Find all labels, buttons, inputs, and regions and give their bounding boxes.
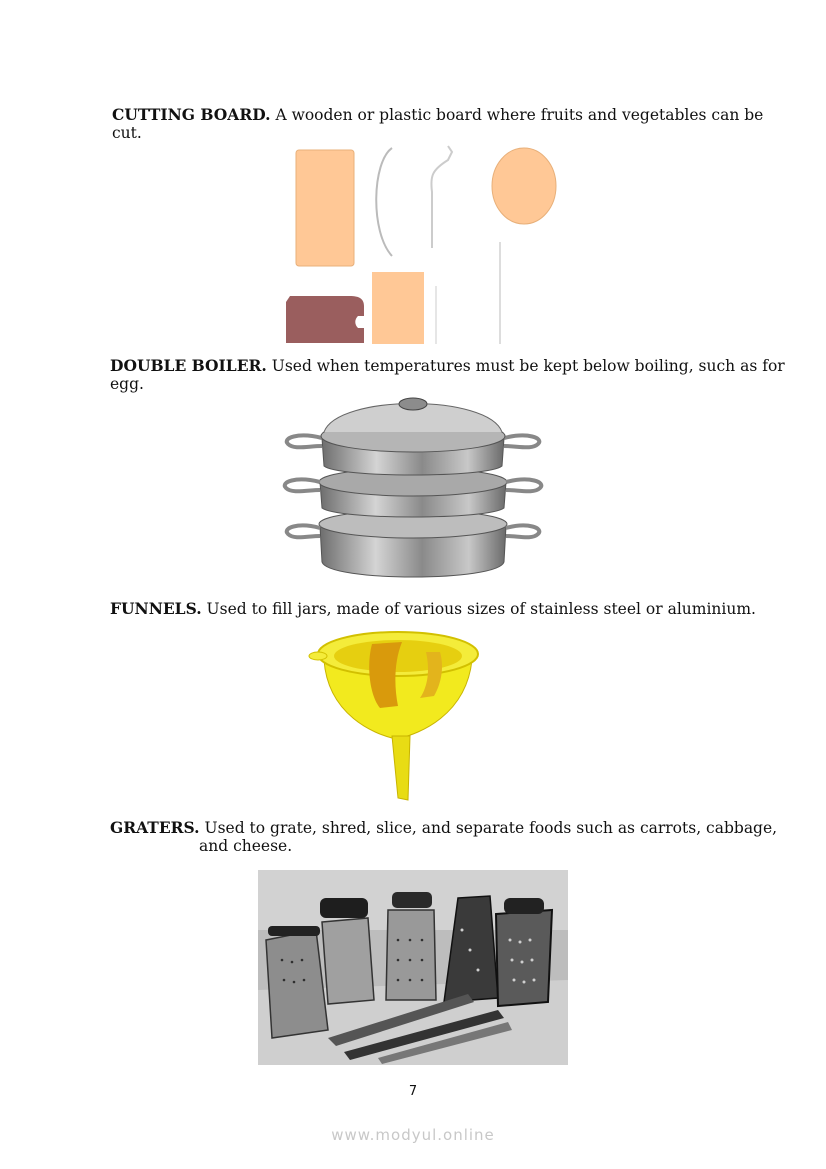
graters-entry [110, 819, 790, 855]
entry-term: DOUBLE BOILER. [110, 356, 267, 375]
entry-definition: Used to grate, shred, slice, and separate foods such as carrots, cabbage, [204, 819, 778, 837]
entry-definition: A wooden or plastic board where fruits and vegetables can be cut. [112, 106, 764, 142]
double-boiler-illustration [278, 390, 548, 586]
entry-term: CUTTING BOARD. [112, 105, 271, 124]
watermark: www.modyul.online [331, 1126, 495, 1144]
entry-definition: Used to fill jars, made of various sizes of stainless steel or aluminium. [206, 600, 756, 618]
graters-photo [258, 870, 568, 1065]
cutting-boards-illustration [280, 142, 570, 344]
entry-definition-continued: and cheese. [199, 837, 293, 855]
funnel-illustration [306, 626, 490, 806]
entry-term: GRATERS. [110, 818, 200, 837]
funnels-entry [110, 600, 790, 618]
entry-definition: Used when temperatures must be kept below boiling, such as for egg. [110, 357, 785, 393]
double-boiler-entry [110, 357, 790, 393]
page-number: 7 [408, 1084, 418, 1099]
entry-term: FUNNELS. [110, 599, 202, 618]
cutting-board-entry [112, 106, 792, 142]
